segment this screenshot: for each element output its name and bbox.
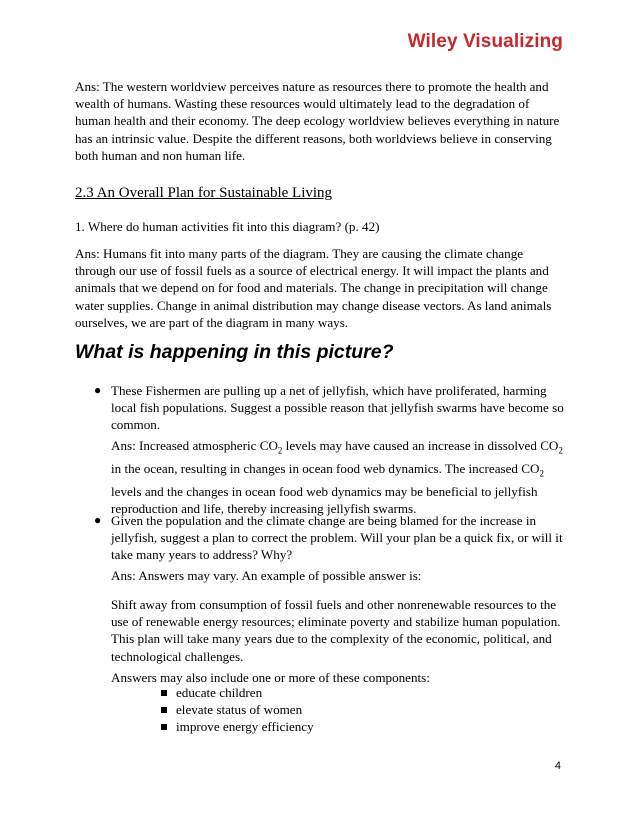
component-item: elevate status of women — [176, 702, 303, 717]
component-item: improve energy efficiency — [176, 719, 314, 734]
answer-paragraph-worldview: Ans: The western worldview perceives nature as resources there to promote the health and wealth of humans. Wasting these resources would ultimately lead to the degradation of human health and their economy. The deep ecology worldview believes everything in nature has an intrinsic value. Despite the different reasons, both worldviews believe in conserving both human and non human life. — [75, 79, 560, 163]
component-item: educate children — [176, 685, 263, 700]
answer-1: Ans: Humans fit into many parts of the diagram. They are causing the climate change through our use of fossil fuels as a source of electrical energy. It will impact the plants and animals that we depend on for food and materials. The change in precipitation will change water supplies. Change in animal distribution may change disease vectors. As land animals ourselves, we are part of the diagram in many ways. — [75, 246, 552, 330]
bullet-2-plan: Shift away from consumption of fossil fuels and other nonrenewable resources to the use of renewable energy resources; eliminate poverty and stabilize human population. This plan will take many years due to the complexity of the economic, political, and technological challenges. — [111, 597, 561, 664]
page-number: 4 — [554, 760, 561, 772]
section-title: 2.3 An Overall Plan for Sustainable Living — [75, 185, 333, 201]
question-1: 1. Where do human activities fit into this diagram? (p. 42) — [75, 219, 380, 234]
brand-logo-text: Wiley Visualizing — [407, 31, 563, 52]
bullet-icon: ● — [94, 383, 102, 397]
bullet-icon: ● — [94, 513, 102, 527]
bullet-2-answer-intro: Ans: Answers may vary. An example of possible answer is: — [111, 568, 422, 583]
picture-section-heading: What is happening in this picture? — [75, 341, 394, 363]
components-intro: Answers may also include one or more of these components: — [111, 670, 430, 685]
square-bullet-icon — [161, 690, 167, 696]
square-bullet-icon — [161, 724, 167, 730]
bullet-2-question: Given the population and the climate change are being blamed for the increase in jellyfish, suggest a plan to correct the problem. Will your plan be a quick fix, or will it take many years to address? Why? — [111, 513, 563, 563]
square-bullet-icon — [161, 707, 167, 713]
bullet-1-question: These Fishermen are pulling up a net of jellyfish, which have proliferated, harming local fish populations. Suggest a possible reason that jellyfish swarms have become so common. — [111, 383, 564, 433]
bullet-1-answer: Ans: Increased atmospheric $CO_2$ levels may have caused an increase in dissolved $CO_2$ in the ocean, resulting in changes in ocean food web dynamics. The increased $CO_2$ levels and the changes in ocean food web dynamics may be beneficial to jellyfish reproduction and life, thereby increasing jellyfish swarms. — [111, 438, 563, 516]
